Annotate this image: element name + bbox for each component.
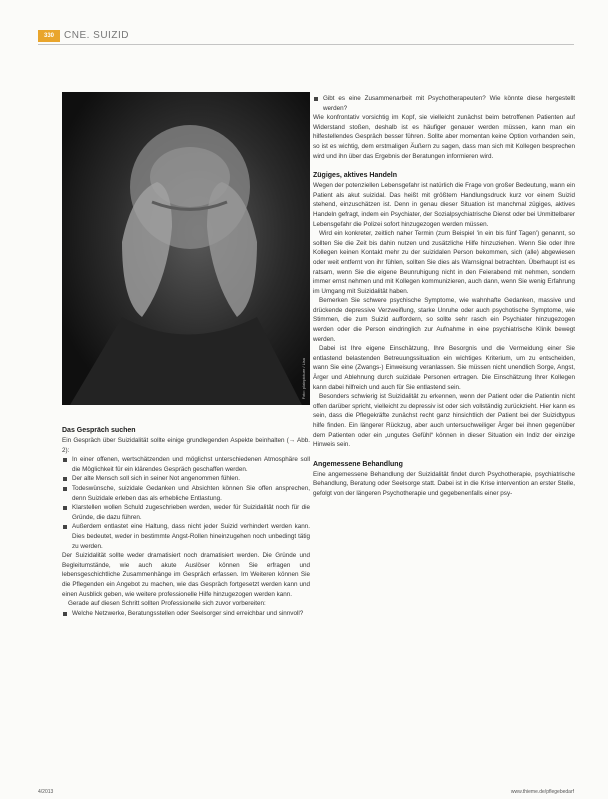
list-item: Gibt es eine Zusammenarbeit mit Psychotherapeuten? Wie könnte diese hergestellt werden?	[313, 94, 575, 113]
paragraph: Der Suizidalität sollte weder dramatisiert noch dramatisiert werden. Die Gründe und Begleitumstände, wie auch akute Auslöser können Sie erfragen und lebensgeschichtliche Zusammenhänge im Gespräch erfassen. Im Weiteren können Sie die Pflegenden ein Angebot zu machen, wie das Gespräch fortgesetzt werden kann und einen Ausblick geben, wie weitere professionelle Hilfe hinzugezogen werden kann.	[62, 552, 310, 598]
paragraph: Dabei ist Ihre eigene Einschätzung, Ihre Besorgnis und die Vermeidung einer Sie entlastend belastenden Betreuungssituation ein wichtiges Kriterium, um zu entscheiden, wann Sie eine (Zwangs-) Einweisung veranlassen. Sie müssen nicht unendlich Sorge, Angst, Ärger und Ablehnung durch suizidale Personen ertragen. Die Einschätzung Ihrer Kollegen kann dabei hilfreich und auch für Sie entlastend sein.	[313, 345, 575, 391]
paragraph: Eine angemessene Behandlung der Suizidalität findet durch Psychotherapie, psychiatrische Behandlung, Beratung oder Seelsorge statt. Dabei ist in die Krise intervention an erster Stelle, gefolgt von der längeren Psychotherapie und gegebenenfalls einer psy-	[313, 470, 575, 497]
bullet-list	[313, 94, 575, 113]
list-item: Welche Netzwerke, Beratungsstellen oder Seelsorger sind erreichbar und sinnvoll?	[62, 609, 310, 619]
paragraph: Wegen der potenziellen Lebensgefahr ist natürlich die Frage von großer Bedeutung, wann ein Patient als akut suizidal. Das heißt mit größtem Handlungsdruck kurz vor einem Suizid stehend, einzuschätzen ist. Denn in genau dieser Situation ist manchmal zügiges, aktives Handeln gefragt, indem ein Psychiater, der Sozialpsychiatrische Dienst oder bei Unmittelbarer Lebensgefahr die Polizei sofort hinzugezogen werden müssen.	[313, 182, 575, 228]
footer-url: www.thieme.de/pflegebedarf	[510, 789, 574, 795]
left-column	[62, 426, 310, 618]
page-header	[0, 30, 608, 44]
page-section-tab: 330	[38, 30, 60, 42]
list-item: Außerdem entlastet eine Haltung, dass nicht jeder Suizid verhindert werden kann. Dies bedeutet, weder in bestimmte Angst-Rollen hineinzugehen noch unbedingt tätig zu werden.	[62, 522, 310, 551]
man-covering-face-illustration	[62, 92, 310, 405]
list-item: Der alte Mensch soll sich in seiner Not angenommen fühlen.	[62, 474, 310, 484]
paragraph: Ein Gespräch über Suizidalität sollte einige grundlegenden Aspekte beinhalten (→ Abb. 2):	[62, 437, 310, 454]
paragraph: Bemerken Sie schwere psychische Symptome, wie wahnhafte Gedanken, massive und drückende depressive Verzweiflung, starke Unruhe oder auch psychotische Symptome, wie Stimmen, die zum Suizid auffordern, so sollte sehr rasch ein Psychiater hinzugezogen werden oder die Person eindringlich zur Aufnahme in eine psychiatrische Klinik bewegt werden.	[313, 297, 575, 343]
footer-issue: 4/2013	[38, 789, 54, 795]
list-item: Todeswünsche, suizidale Gedanken und Absichten können Sie offen ansprechen, denn Suizidale erleben das als erhebliche Entlastung.	[62, 484, 310, 503]
photo-credit: Foto: plainpicture / Lisa	[301, 357, 306, 399]
paragraph: Besonders schwierig ist Suizidalität zu erkennen, wenn der Patient oder die Patientin nicht offen darüber spricht, vielleicht zu depressiv ist oder sich vollständig zurückzieht. Hier kann es sein, dass die Pflegekräfte zunächst recht ganz hinsichtlich der Patient bei der Suizidtypus hilfe finden. Ein längerer Rückzug, aber auch untersuchweiliger Ärger bei ihnen gegenüber dem Patienten oder ein „ungutes Gefühl“ können in dieser Situation ein Indiz der einzige Hinweis sein.	[313, 393, 575, 449]
section-heading: Das Gespräch suchen	[62, 427, 136, 434]
right-column	[313, 94, 575, 499]
header-rule	[38, 44, 574, 45]
paragraph: Wird ein konkreter, zeitlich naher Termin (zum Beispiel 'in ein bis fünf Tagen') genannt, so sollten Sie die Zeit bis dahin nutzen und zusätzliche Hilfe hinzuziehen. Wenn Sie oder Ihre Kollegen keinen Kontakt mehr zu der suizidalen Person bekommen, sich (alle) abgewiesen oder weit entfernt von ihr fühlen, sollten Sie dies als Warnsignal betrachten. Überhaupt ist es ratsam, wenn Sie die eigene Beunruhigung nicht in den Feierabend mit nehmen, sondern immer ernst nehmen und mit Kollegen kommunizieren, auch dann, wenn Sie wenig Erfahrung im Umgang mit Suizidalität haben.	[313, 230, 575, 295]
paragraph: Wie konfrontativ vorsichtig im Kopf, sie vielleicht zunächst beim betroffenen Patienten auf Widerstand stoßen, deshalb ist es häufiger genauer werden müssen, kann man ein hilfestellendes Gespräch besser führen. Sollte aber momentan keine Option vorhanden sein, so ist es wichtig, dem erstmaligen Äußern zu sagen, dass man sich mit Kollegen besprechen wird und ihn über das Ergebnis der Beratungen informieren wird.	[313, 114, 575, 160]
list-item: In einer offenen, wertschätzenden und möglichst unterschiedenen Atmosphäre soll die Möglichkeit für ein klärendes Gespräch geschaffen werden.	[62, 455, 310, 474]
section-heading: Zügiges, aktives Handeln	[313, 172, 398, 180]
paragraph: Gerade auf diesen Schritt sollten Professionelle sich zuvor vorbereiten:	[68, 600, 266, 608]
section-heading: Angemessene Behandlung	[313, 460, 403, 468]
section-rubric: CNE. SUIZID	[64, 30, 129, 41]
article-photo	[62, 92, 310, 405]
list-item: Klarstellen wollen Schuld zugeschrieben werden, weder für Suizidalität noch für die Gründe, die dazu führen.	[62, 503, 310, 522]
bullet-list	[62, 609, 310, 619]
bullet-list	[62, 455, 310, 551]
